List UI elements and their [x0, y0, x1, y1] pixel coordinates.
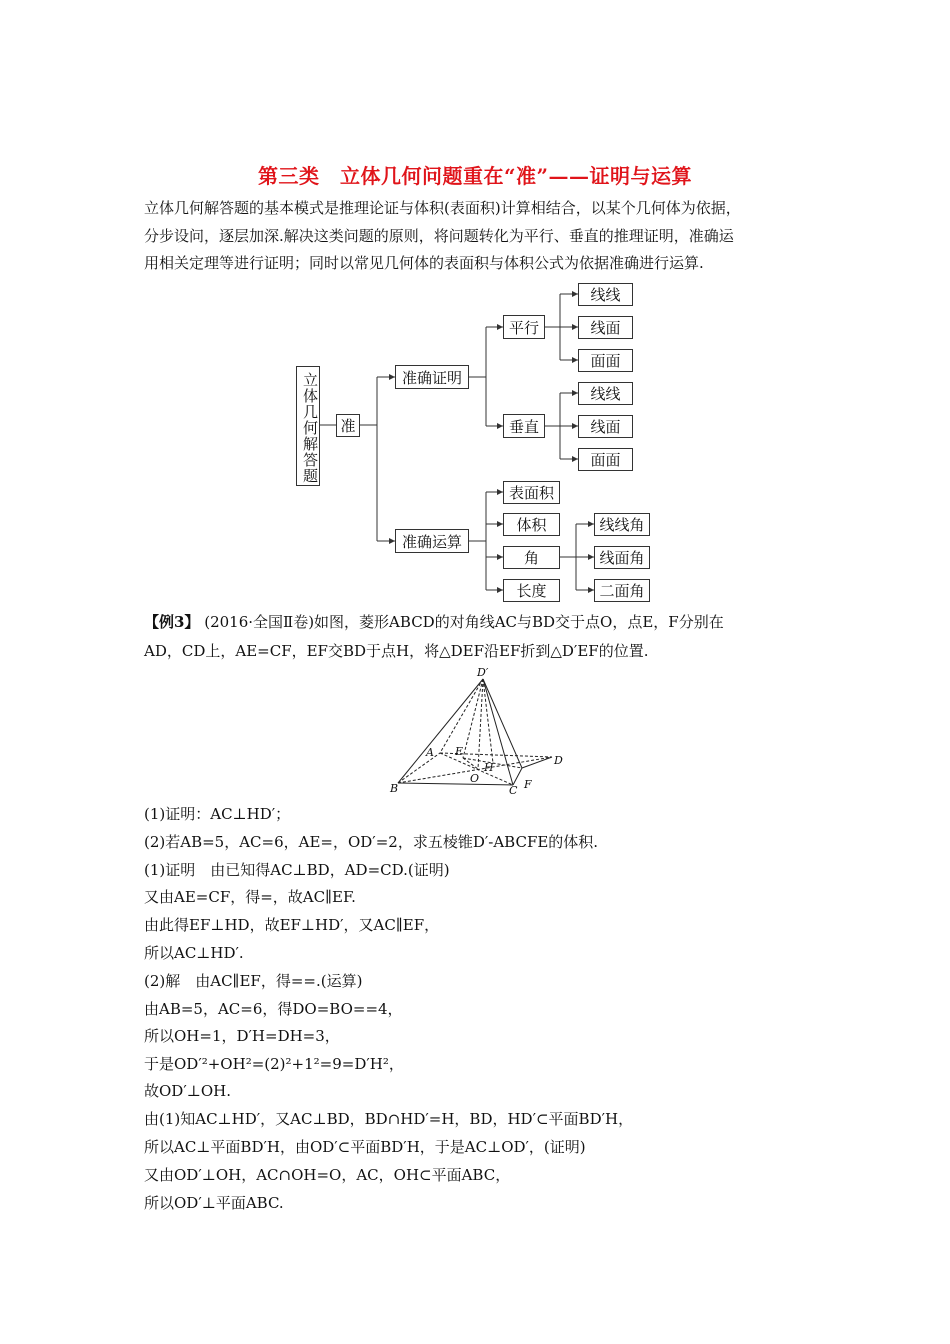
- label-a: A: [426, 746, 434, 759]
- solution-line: 所以OD′⊥平面ABC.: [144, 1194, 284, 1212]
- label-d: D: [554, 754, 563, 767]
- solution-line: 于是OD′²+OH²=(2)²+1²=9=D′H²，: [144, 1055, 404, 1073]
- example-tag: 【例3】: [144, 613, 200, 631]
- diagram-perp-item: 线线: [578, 382, 633, 405]
- solution-line: 所以AC⊥平面BD′H，由OD′⊂平面BD′H，于是AC⊥OD′，(证明): [144, 1138, 586, 1156]
- label-f: F: [524, 778, 532, 791]
- diagram-proof-box: 准确证明: [395, 365, 469, 389]
- label-o: O: [470, 772, 480, 785]
- intro-line: 用相关定理等进行证明；同时以常见几何体的表面积与体积公式为依据准确进行运算.: [144, 254, 704, 272]
- diagram-angle-item: 线面角: [594, 546, 650, 569]
- diagram-angle-item: 二面角: [594, 579, 650, 602]
- diagram-calc-item: 表面积: [503, 481, 560, 504]
- intro-line: 分步设问，逐层加深.解决这类问题的原则，将问题转化为平行、垂直的推理证明，准确运: [144, 226, 734, 245]
- diagram-root-box: 立体几何解答题: [296, 366, 320, 486]
- solution-line: 由此得EF⊥HD，故EF⊥HD′，又AC∥EF，: [144, 916, 440, 934]
- diagram-calc-item: 体积: [503, 513, 560, 536]
- diagram-calc-item: 角: [503, 546, 560, 569]
- diagram-parallel-box: 平行: [503, 315, 545, 339]
- diagram-zhun-box: 准: [336, 414, 360, 437]
- solution-line: 由(1)知AC⊥HD′，又AC⊥BD，BD∩HD′=H，BD，HD′⊂平面BD′H，: [144, 1110, 634, 1128]
- example-statement-cont: AD，CD上，AE=CF，EF交BD于点H，将△DEF沿EF折到△D′EF的位置.: [144, 642, 649, 660]
- label-d-prime: D′: [477, 666, 489, 679]
- solution-line: (1)证明：AC⊥HD′；: [144, 805, 291, 823]
- diagram-calc-item: 长度: [503, 579, 560, 602]
- diagram-calc-box: 准确运算: [395, 529, 469, 553]
- diagram-parallel-item: 线线: [578, 283, 633, 306]
- solution-line: 又由OD′⊥OH，AC∩OH=O，AC，OH⊂平面ABC，: [144, 1166, 511, 1184]
- example-line: [144, 612, 724, 632]
- solution-line: (1)证明 由已知得AC⊥BD，AD=CD.(证明): [144, 861, 450, 879]
- page-title: 第三类 立体几何问题重在“准”——证明与运算: [257, 164, 692, 188]
- solution-line: (2)解 由AC∥EF，得==.(运算): [144, 972, 363, 990]
- solution-line: (2)若AB=5，AC=6，AE=，OD′=2，求五棱锥D′-ABCFE的体积.: [144, 833, 599, 851]
- diagram-parallel-item: 线面: [578, 316, 633, 339]
- diagram-perp-box: 垂直: [503, 414, 545, 438]
- label-b: B: [390, 782, 399, 795]
- label-e: E: [455, 745, 464, 758]
- diagram-perp-item: 线面: [578, 415, 633, 438]
- label-c: C: [509, 784, 518, 795]
- solution-line: 由AB=5，AC=6，得DO=BO==4，: [144, 1000, 403, 1018]
- label-h: H: [484, 761, 494, 774]
- solution-line: 所以AC⊥HD′.: [144, 944, 244, 962]
- diagram-perp-item: 面面: [578, 448, 633, 471]
- solution-line: 故OD′⊥OH.: [144, 1082, 231, 1100]
- diagram-parallel-item: 面面: [578, 349, 633, 372]
- intro-line: 立体几何解答题的基本模式是推理论证与体积(表面积)计算相结合，以某个几何体为依据，: [144, 199, 741, 217]
- diagram-connectors: [0, 0, 950, 620]
- solution-line: 所以OH=1，D′H=DH=3，: [144, 1027, 340, 1045]
- example-statement: (2016·全国Ⅱ卷)如图，菱形ABCD的对角线AC与BD交于点O，点E，F分别在: [204, 613, 724, 631]
- pyramid-figure: [380, 665, 570, 795]
- solution-line: 又由AE=CF，得=，故AC∥EF.: [144, 888, 356, 906]
- diagram-angle-item: 线线角: [594, 513, 650, 536]
